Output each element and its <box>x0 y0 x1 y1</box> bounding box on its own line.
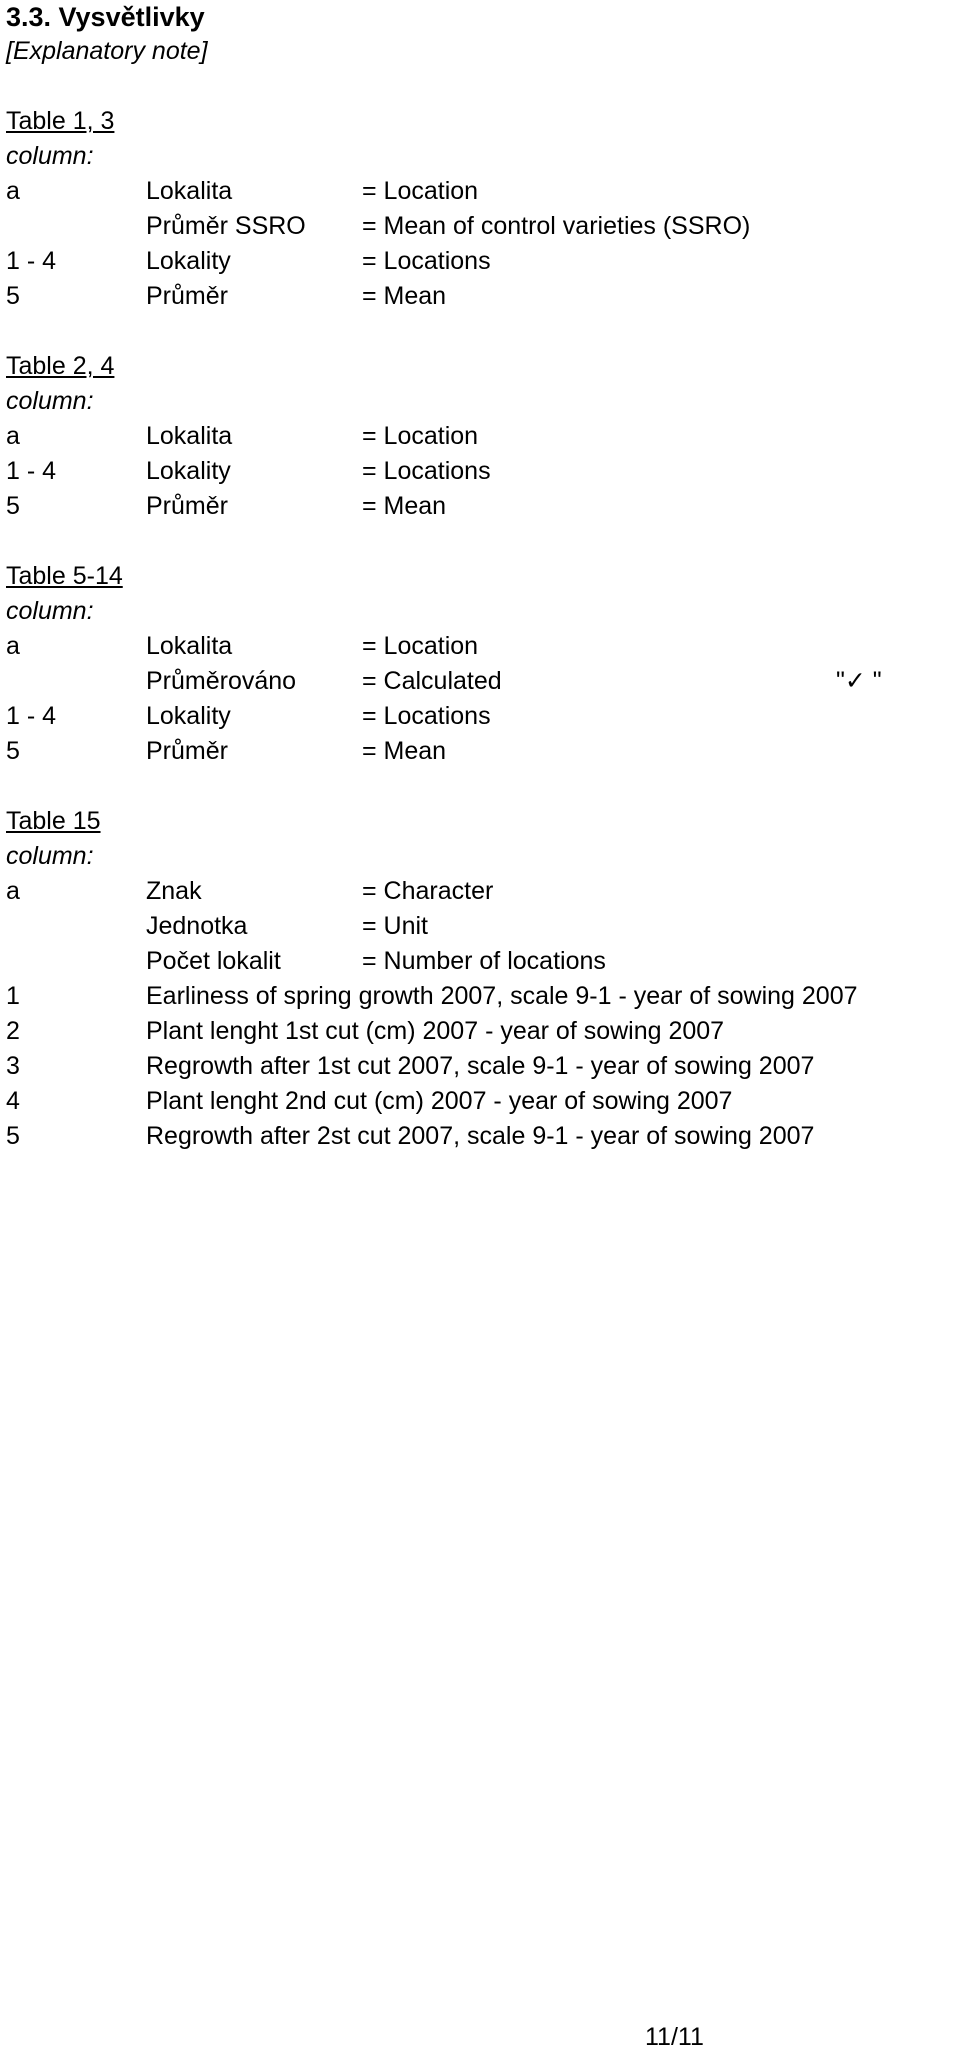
legend-meaning: = Character <box>362 877 494 905</box>
legend-key: 1 - 4 <box>6 247 57 275</box>
legend-key: 5 <box>6 737 20 765</box>
column-label: column: <box>6 387 94 415</box>
legend-table-5-14 <box>6 559 956 769</box>
legend-key: 5 <box>6 282 20 310</box>
section-subheading: [Explanatory note] <box>6 37 208 65</box>
legend-meaning: = Mean <box>362 282 447 310</box>
legend-key: a <box>6 877 20 905</box>
character-description: Plant lenght 1st cut (cm) 2007 - year of sowing 2007 <box>146 1017 725 1045</box>
character-description: Regrowth after 1st cut 2007, scale 9-1 - year of sowing 2007 <box>146 1052 815 1080</box>
legend-key: 1 - 4 <box>6 457 57 485</box>
legend-row <box>6 699 956 734</box>
column-label: column: <box>6 597 94 625</box>
checkmark-note: "✓ " <box>836 667 882 695</box>
legend-row <box>6 454 956 489</box>
character-description: Regrowth after 2st cut 2007, scale 9-1 - year of sowing 2007 <box>146 1122 815 1150</box>
legend-row <box>6 174 956 209</box>
character-row <box>6 979 956 1014</box>
legend-term: Jednotka <box>146 912 248 940</box>
legend-meaning: = Location <box>362 632 479 660</box>
legend-row <box>6 944 956 979</box>
legend-meaning: = Number of locations <box>362 947 606 975</box>
legend-key: a <box>6 177 20 205</box>
character-number: 1 <box>6 982 20 1010</box>
legend-term: Průměr <box>146 737 228 765</box>
legend-key: 1 - 4 <box>6 702 57 730</box>
table-title: Table 2, 4 <box>6 352 115 380</box>
legend-row <box>6 279 956 314</box>
legend-row <box>6 209 956 244</box>
character-description: Plant lenght 2nd cut (cm) 2007 - year of sowing 2007 <box>146 1087 733 1115</box>
legend-meaning: = Unit <box>362 912 429 940</box>
legend-row <box>6 909 956 944</box>
legend-row <box>6 629 956 664</box>
legend-meaning: = Locations <box>362 247 491 275</box>
legend-row <box>6 489 956 524</box>
character-row <box>6 1049 956 1084</box>
legend-term: Lokality <box>146 247 231 275</box>
legend-meaning: = Calculated <box>362 667 502 695</box>
legend-meaning: = Mean <box>362 492 447 520</box>
table-title: Table 15 <box>6 807 101 835</box>
legend-row <box>6 734 956 769</box>
legend-key: 5 <box>6 492 20 520</box>
legend-row <box>6 664 956 699</box>
legend-term: Lokalita <box>146 632 233 660</box>
legend-term: Lokalita <box>146 422 233 450</box>
legend-term: Počet lokalit <box>146 947 281 975</box>
legend-key: a <box>6 632 20 660</box>
legend-meaning: = Locations <box>362 702 491 730</box>
legend-meaning: = Mean <box>362 737 447 765</box>
character-row <box>6 1014 956 1049</box>
legend-table-15 <box>6 804 956 1154</box>
table-title: Table 5-14 <box>6 562 123 590</box>
column-label: column: <box>6 142 94 170</box>
legend-term: Průměrováno <box>146 667 297 695</box>
legend-row <box>6 244 956 279</box>
legend-table-1-3 <box>6 104 956 314</box>
legend-term: Průměr SSRO <box>146 212 306 240</box>
legend-term: Lokality <box>146 457 231 485</box>
legend-row <box>6 874 956 909</box>
legend-term: Lokality <box>146 702 231 730</box>
legend-term: Průměr <box>146 282 228 310</box>
legend-key: a <box>6 422 20 450</box>
character-row <box>6 1084 956 1119</box>
document-page <box>6 0 956 1154</box>
legend-meaning: = Location <box>362 422 479 450</box>
section-heading: 3.3. Vysvětlivky <box>6 2 205 32</box>
legend-term: Průměr <box>146 492 228 520</box>
legend-meaning: = Mean of control varieties (SSRO) <box>362 212 751 240</box>
character-number: 5 <box>6 1122 20 1150</box>
legend-table-2-4 <box>6 349 956 524</box>
column-label: column: <box>6 842 94 870</box>
legend-meaning: = Location <box>362 177 479 205</box>
table-title: Table 1, 3 <box>6 107 115 135</box>
legend-term: Lokalita <box>146 177 233 205</box>
legend-row <box>6 419 956 454</box>
character-number: 4 <box>6 1087 20 1115</box>
character-description: Earliness of spring growth 2007, scale 9-1 - year of sowing 2007 <box>146 982 858 1010</box>
legend-term: Znak <box>146 877 202 905</box>
character-number: 3 <box>6 1052 20 1080</box>
character-number: 2 <box>6 1017 20 1045</box>
page-number: 11/11 <box>645 2023 704 2051</box>
legend-meaning: = Locations <box>362 457 491 485</box>
character-row <box>6 1119 956 1154</box>
